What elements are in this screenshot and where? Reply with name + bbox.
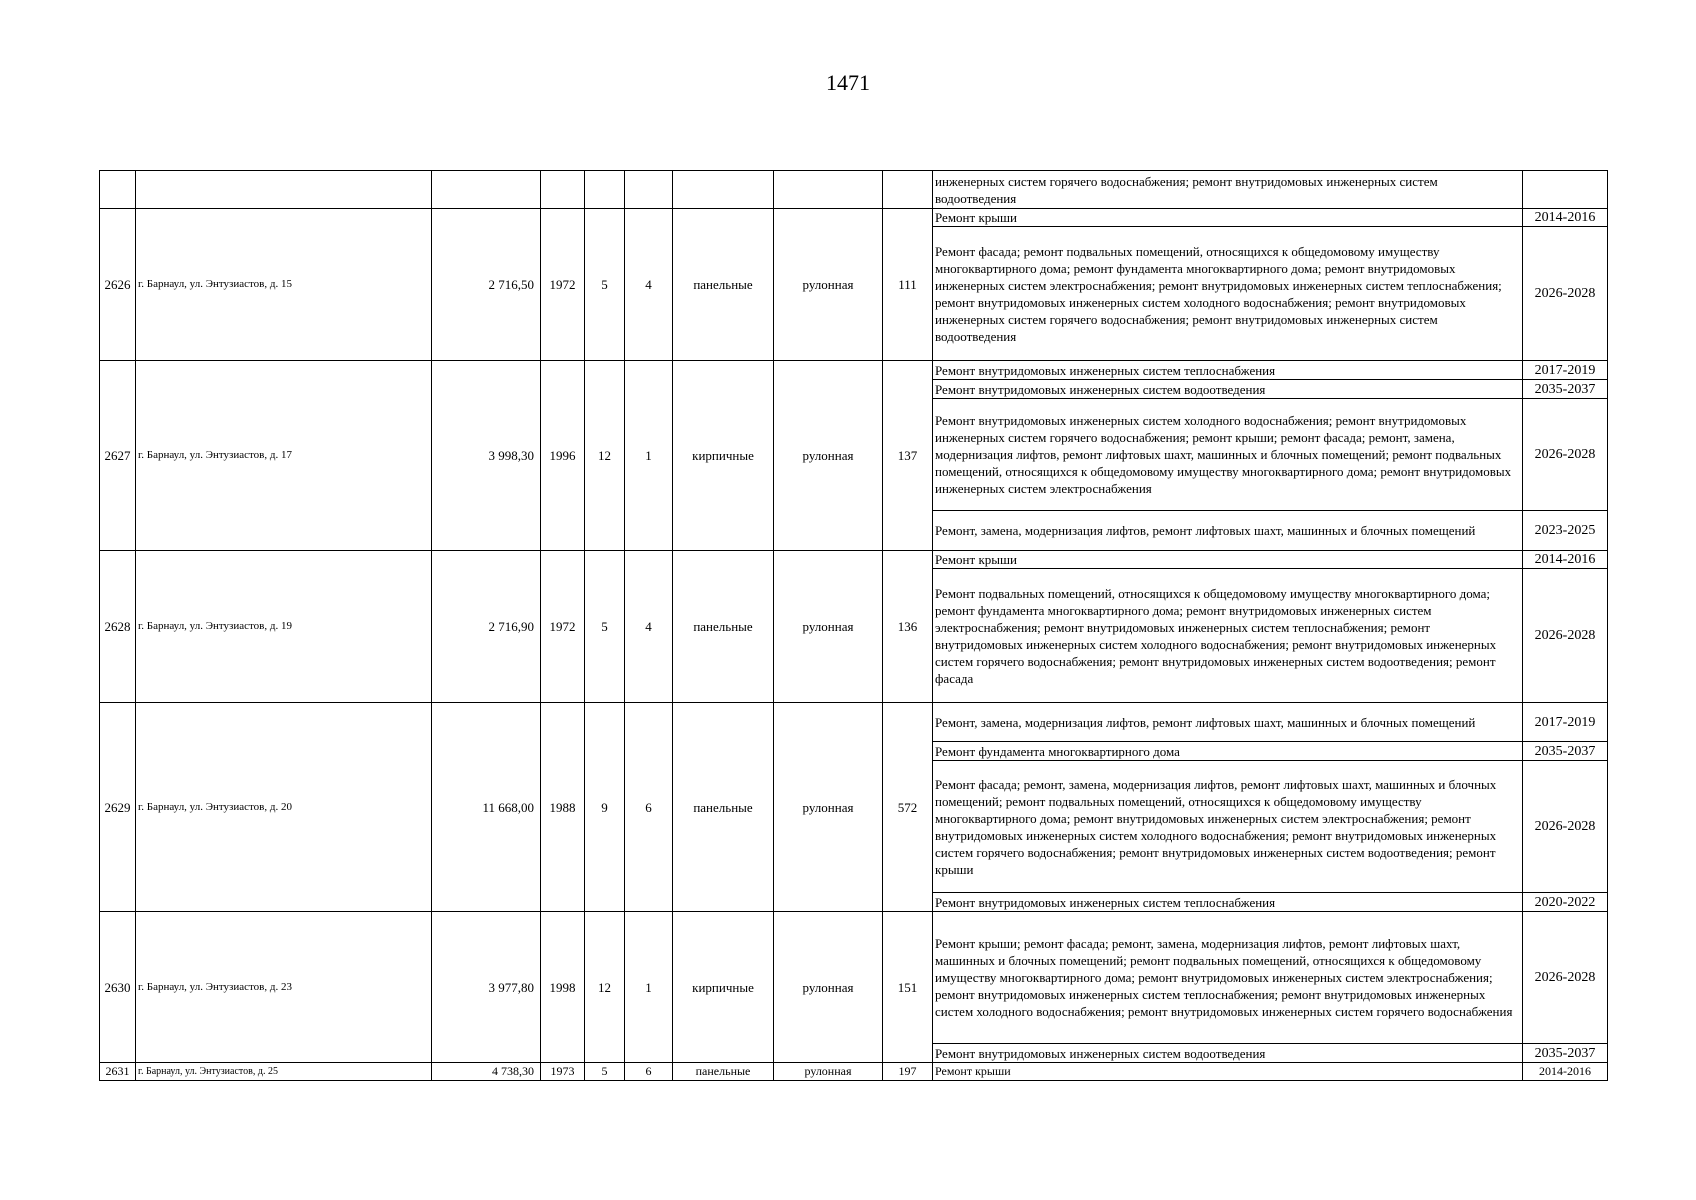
period-cell: 2026-2028 [1523,761,1608,893]
residents-cell: 151 [883,912,933,1063]
address-cell: г. Барнаул, ул. Энтузиастов, д. 19 [136,551,432,703]
roof-type-cell [774,171,883,209]
year-cell: 1996 [541,361,585,551]
roof-type-cell: рулонная [774,1063,883,1081]
floors-cell [585,171,625,209]
floors-cell: 5 [585,1063,625,1081]
period-cell: 2035-2037 [1523,380,1608,399]
work-cell: Ремонт, замена, модернизация лифтов, ремонт лифтовых шахт, машинных и блочных помещений [933,703,1523,742]
residents-cell: 111 [883,209,933,361]
entrances-cell: 1 [625,912,673,1063]
period-cell [1523,171,1608,209]
registry-table [99,170,1608,1081]
wall-material-cell [673,171,774,209]
roof-type-cell: рулонная [774,703,883,912]
wall-material-cell: кирпичные [673,361,774,551]
period-cell: 2014-2016 [1523,551,1608,569]
residents-cell [883,171,933,209]
area-cell: 11 668,00 [432,703,541,912]
work-cell: Ремонт внутридомовых инженерных систем водоотведения [933,1044,1523,1063]
roof-type-cell: рулонная [774,209,883,361]
residents-cell: 137 [883,361,933,551]
address-cell: г. Барнаул, ул. Энтузиастов, д. 23 [136,912,432,1063]
residents-cell: 197 [883,1063,933,1081]
row-number-cell [100,171,136,209]
entrances-cell: 6 [625,1063,673,1081]
work-cell: Ремонт подвальных помещений, относящихся к общедомовому имуществу многоквартирного дома; ремонт фундамента многоквартирного дома; ремонт внутридомовых инженерных систем электроснабжения; ремонт внутридомовых инженерных систем теплоснабжения; ремонт внутридомовых инженерных систем холодного водоснабжения; ремонт внутридомовых инженерных систем горячего водоснабжения; ремонт внутридомовых инженерных систем водоотведения; ремонт фасада [933,569,1523,703]
entrances-cell: 4 [625,209,673,361]
work-cell: Ремонт крыши; ремонт фасада; ремонт, замена, модернизация лифтов, ремонт лифтовых шахт, машинных и блочных помещений; ремонт подвальных помещений, относящихся к общедомовому имуществу многоквартирного дома; ремонт внутридомовых инженерных систем электроснабжения; ремонт внутридомовых инженерных систем теплоснабжения; ремонт внутридомовых инженерных систем холодного водоснабжения; ремонт внутридомовых инженерных систем горячего водоснабжения [933,912,1523,1044]
row-number-cell: 2627 [100,361,136,551]
work-cell: Ремонт внутридомовых инженерных систем холодного водоснабжения; ремонт внутридомовых инженерных систем горячего водоснабжения; ремонт крыши; ремонт фасада; ремонт, замена, модернизация лифтов, ремонт лифтовых шахт, машинных и блочных помещений; ремонт подвальных помещений, относящихся к общедомовому имуществу многоквартирного дома; ремонт внутридомовых инженерных систем электроснабжения [933,399,1523,511]
entrances-cell [625,171,673,209]
residents-cell: 572 [883,703,933,912]
work-cell: Ремонт фасада; ремонт, замена, модернизация лифтов, ремонт лифтовых шахт, машинных и блочных помещений; ремонт подвальных помещений, относящихся к общедомовому имуществу многоквартирного дома; ремонт внутридомовых инженерных систем электроснабжения; ремонт внутридомовых инженерных систем холодного водоснабжения; ремонт внутридомовых инженерных систем горячего водоснабжения; ремонт внутридомовых инженерных систем водоотведения; ремонт крыши [933,761,1523,893]
period-cell: 2023-2025 [1523,511,1608,551]
wall-material-cell: панельные [673,1063,774,1081]
wall-material-cell: кирпичные [673,912,774,1063]
row-number-cell: 2630 [100,912,136,1063]
address-cell [136,171,432,209]
residents-cell: 136 [883,551,933,703]
area-cell [432,171,541,209]
work-cell: Ремонт внутридомовых инженерных систем теплоснабжения [933,893,1523,912]
work-cell: инженерных систем горячего водоснабжения; ремонт внутридомовых инженерных систем водоотведения [933,171,1523,209]
area-cell: 3 977,80 [432,912,541,1063]
floors-cell: 12 [585,912,625,1063]
year-cell [541,171,585,209]
period-cell: 2014-2016 [1523,209,1608,227]
year-cell: 1988 [541,703,585,912]
floors-cell: 12 [585,361,625,551]
roof-type-cell: рулонная [774,551,883,703]
entrances-cell: 6 [625,703,673,912]
row-number-cell: 2631 [100,1063,136,1081]
table-row [100,912,1608,1044]
address-cell: г. Барнаул, ул. Энтузиастов, д. 17 [136,361,432,551]
roof-type-cell: рулонная [774,361,883,551]
year-cell: 1972 [541,551,585,703]
period-cell: 2026-2028 [1523,227,1608,361]
work-cell: Ремонт внутридомовых инженерных систем теплоснабжения [933,361,1523,380]
area-cell: 4 738,30 [432,1063,541,1081]
row-number-cell: 2628 [100,551,136,703]
work-cell: Ремонт, замена, модернизация лифтов, ремонт лифтовых шахт, машинных и блочных помещений [933,511,1523,551]
area-cell: 3 998,30 [432,361,541,551]
wall-material-cell: панельные [673,703,774,912]
period-cell: 2035-2037 [1523,742,1608,761]
period-cell: 2020-2022 [1523,893,1608,912]
address-cell: г. Барнаул, ул. Энтузиастов, д. 20 [136,703,432,912]
row-number-cell: 2629 [100,703,136,912]
period-cell: 2017-2019 [1523,703,1608,742]
work-cell: Ремонт фасада; ремонт подвальных помещений, относящихся к общедомовому имуществу многоквартирного дома; ремонт фундамента многоквартирного дома; ремонт внутридомовых инженерных систем электроснабжения; ремонт внутридомовых инженерных систем теплоснабжения; ремонт внутридомовых инженерных систем холодного водоснабжения; ремонт внутридомовых инженерных систем горячего водоснабжения; ремонт внутридомовых инженерных систем водоотведения [933,227,1523,361]
area-cell: 2 716,50 [432,209,541,361]
row-number-cell: 2626 [100,209,136,361]
page-number: 1471 [826,70,870,95]
period-cell: 2014-2016 [1523,1063,1608,1081]
area-cell: 2 716,90 [432,551,541,703]
entrances-cell: 4 [625,551,673,703]
floors-cell: 5 [585,209,625,361]
floors-cell: 5 [585,551,625,703]
wall-material-cell: панельные [673,209,774,361]
entrances-cell: 1 [625,361,673,551]
work-cell: Ремонт крыши [933,551,1523,569]
table-row [100,361,1608,380]
work-cell: Ремонт внутридомовых инженерных систем водоотведения [933,380,1523,399]
address-cell: г. Барнаул, ул. Энтузиастов, д. 15 [136,209,432,361]
table-row [100,209,1608,227]
period-cell: 2026-2028 [1523,912,1608,1044]
table-row [100,1063,1608,1081]
period-cell: 2017-2019 [1523,361,1608,380]
year-cell: 1998 [541,912,585,1063]
work-cell: Ремонт крыши [933,209,1523,227]
wall-material-cell: панельные [673,551,774,703]
work-cell: Ремонт крыши [933,1063,1523,1081]
period-cell: 2035-2037 [1523,1044,1608,1063]
year-cell: 1972 [541,209,585,361]
table-row [100,703,1608,742]
period-cell: 2026-2028 [1523,569,1608,703]
year-cell: 1973 [541,1063,585,1081]
table-row [100,551,1608,569]
table-row [100,171,1608,209]
address-cell: г. Барнаул, ул. Энтузиастов, д. 25 [136,1063,432,1081]
roof-type-cell: рулонная [774,912,883,1063]
period-cell: 2026-2028 [1523,399,1608,511]
floors-cell: 9 [585,703,625,912]
work-cell: Ремонт фундамента многоквартирного дома [933,742,1523,761]
